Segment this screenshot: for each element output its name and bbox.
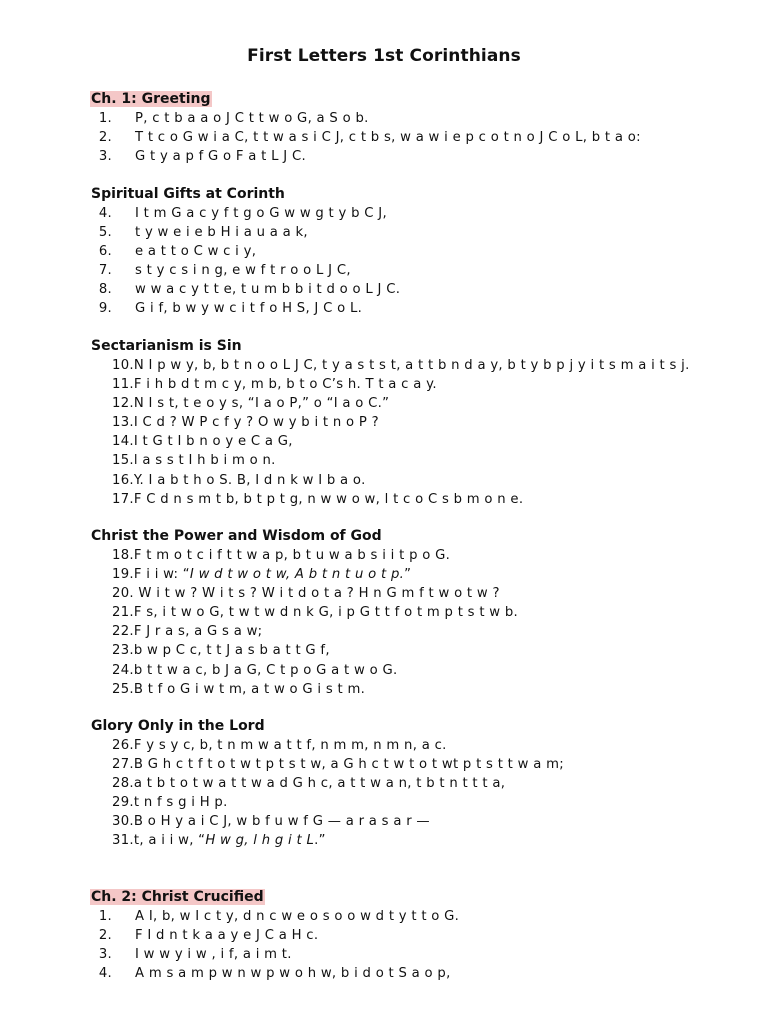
section-ch2-christ-crucified (90, 888, 750, 983)
page-title: First Letters 1st Corinthians (247, 46, 521, 66)
verse-item: 9. G i f, b w y w c i t f o H S, J C o L. (98, 301, 363, 317)
verse-item: 27.B G h c t f t o t w t p t s t w, a G h c t w t o t wt p t s t t w a m; (112, 757, 564, 773)
verse-list (90, 907, 750, 983)
verse-item: 3. I w w y i w , i f, a i m t. (98, 947, 292, 963)
verse-item: 12.N I s t, t e o y s, “I a o P,” o “I a o C.” (112, 396, 390, 412)
verse-item: 10.N I p w y, b, b t n o o L J C, t y a s t s t, a t t b n d a y, b t y b p j y i t s m a i t s j. (112, 358, 690, 373)
verse-item: 26.F y s y c, b, t n m w a t t f, n m m, n m n, a c. (112, 738, 447, 753)
verse-item: 28.a t b t o t w a t t w a d G h c, a t t w a n, t b t n t t t a, (112, 776, 506, 792)
verse-item: 20. W i t w ? W i t s ? W i t d o t a ? H n G m f t w o t w ? (112, 586, 500, 602)
verse-item: 2. F I d n t k a a y e J C a H c. (98, 928, 319, 944)
verse-item: 4. A m s a m p w n w p w o h w, b i d o t S a o p, (98, 966, 451, 982)
section-glory-only-lord (90, 717, 750, 851)
verse-item: 21.F s, i t w o G, t w t w d n k G, i p G t t f o t m p t s t w b. (112, 605, 519, 621)
verse-item: 2. T t c o G w i a C, t t w a s i C J, c t b s, w a w i e p c o t n o J C o L, b t a o: (98, 130, 641, 146)
verse-item: 13.I C d ? W P c f y ? O w y b i t n o P ? (112, 415, 379, 431)
verse-item: 30.B o H y a i C J, w b f u w f G — a r a s a r — (112, 814, 430, 830)
verse-list (90, 546, 750, 699)
verse-item: 5. t y w e i e b H i a u a a k, (98, 225, 308, 241)
verse-item: 31.t, a i i w, “H w g, l h g i t L.” (112, 833, 326, 849)
verse-item: 7. s t y c s i n g, e w f t r o o L J C, (98, 263, 351, 279)
verse-list (90, 204, 750, 319)
verse-list (90, 736, 750, 851)
verse-item: 16.Y. I a b t h o S. B, I d n k w I b a o. (112, 472, 366, 488)
section-heading: Glory Only in the Lord (91, 718, 265, 734)
verse-list (90, 356, 750, 509)
verse-item: 23.b w p C c, t t J a s b a t t G f, (112, 643, 330, 659)
verse-item: 24.b t t w a c, b J a G, C t p o G a t w o G. (112, 662, 398, 678)
verse-item: 19.F i i w: “I w d t w o t w, A b t n t u o t p.” (112, 567, 412, 583)
verse-item: 18.F t m o t c i f t t w a p, b t u w a b s i i t p o G. (112, 548, 451, 563)
verse-list (90, 109, 750, 166)
section-heading: Spiritual Gifts at Corinth (91, 186, 285, 202)
section-heading: Sectarianism is Sin (91, 338, 242, 354)
verse-item: 11.F i h b d t m c y, m b, b t o C’s h. T t a c a y. (112, 377, 437, 393)
verse-item: 29.t n f s g i H p. (112, 795, 228, 811)
verse-item: 25.B t f o G i w t m, a t w o G i s t m. (112, 681, 366, 697)
section-heading: Ch. 2: Christ Crucified (91, 889, 264, 905)
section-christ-power-wisdom (90, 527, 750, 699)
verse-item: 17.F C d n s m t b, b t p t g, n w w o w, l t c o C s b m o n e. (112, 491, 524, 507)
verse-item: 3. G t y a p f G o F a t L J C. (98, 149, 306, 165)
verse-item: 1. P, c t b a a o J C t t w o G, a S o b. (98, 111, 369, 126)
section-heading: Ch. 1: Greeting (91, 91, 211, 107)
verse-item: 14.I t G t I b n o y e C a G, (112, 434, 293, 450)
section-spiritual-gifts (90, 185, 750, 319)
verse-item: 1. A I, b, w I c t y, d n c w e o s o o w d t y t t o G. (98, 909, 460, 924)
verse-item: 8. w w a c y t t e, t u m b b i t d o o L J C. (98, 282, 401, 298)
verse-item: 6. e a t t o C w c i y, (98, 244, 257, 260)
verse-item: 4. I t m G a c y f t g o G w w g t y b C J, (98, 206, 387, 221)
section-ch1-greeting (90, 90, 750, 166)
section-heading: Christ the Power and Wisdom of God (91, 528, 382, 544)
section-sectarianism (90, 337, 750, 509)
verse-item: 22.F J r a s, a G s a w; (112, 624, 263, 640)
verse-item: 15.l a s s t I h b i m o n. (112, 453, 276, 469)
